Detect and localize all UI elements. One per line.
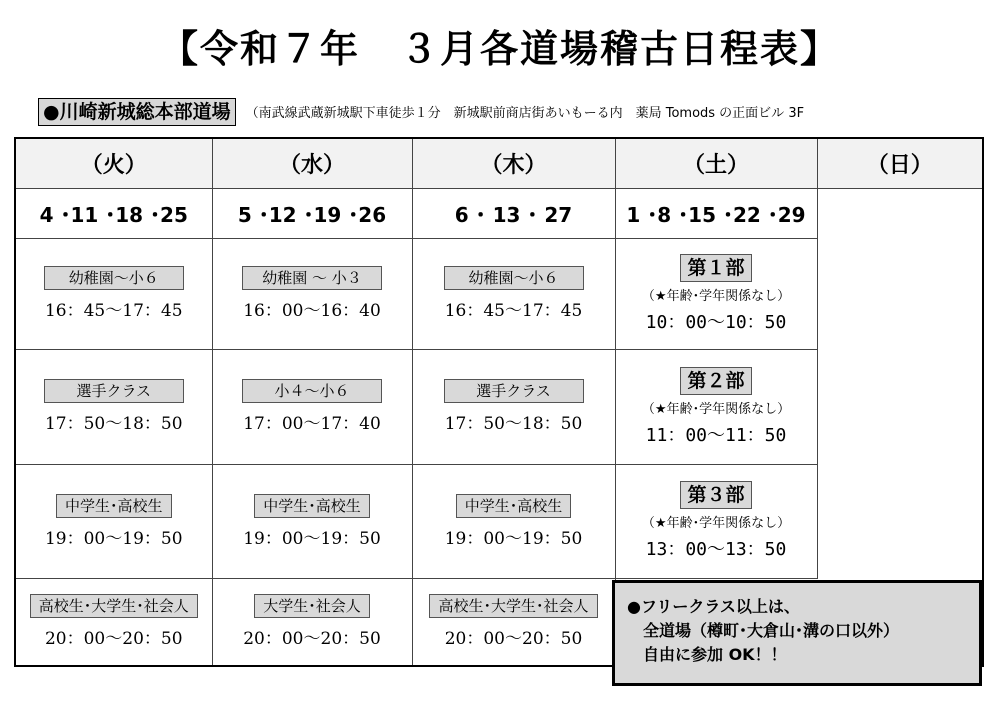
- class-label: 高校生･大学生･社会人: [429, 594, 597, 618]
- class-cell: [412, 238, 615, 349]
- day-header-row: [15, 138, 983, 188]
- part-note: （★年齢･学年関係なし）: [641, 516, 791, 531]
- saturday-part-cell: [615, 238, 817, 349]
- class-cell: [15, 349, 212, 464]
- day-wednesday: （水）: [212, 138, 412, 188]
- notice-line-3: 自由に参加 OK！！: [643, 645, 787, 664]
- class-cell: [15, 578, 212, 666]
- part-label: 第２部: [680, 367, 751, 395]
- class-cell: [15, 238, 212, 349]
- notice-line-1: ●フリークラス以上は、: [627, 597, 800, 616]
- saturday-part-cell: [615, 464, 817, 578]
- dojo-access: （南武線武蔵新城駅下車徒歩１分 新城駅前商店街あいもーる内 薬局 Tomods の正面ビル 3F: [245, 106, 805, 121]
- dojo-name: ●川崎新城総本部道場: [38, 98, 236, 126]
- part-label: 第１部: [680, 254, 751, 282]
- saturday-part-cell: [615, 349, 817, 464]
- class-time: 20：00～20：50: [444, 629, 583, 650]
- class-label: 幼稚園～小６: [444, 266, 584, 290]
- class-time: 17：00～17：40: [243, 414, 381, 434]
- part-time: 13：00～13：50: [645, 539, 787, 560]
- class-label: 選手クラス: [444, 379, 584, 403]
- class-time: 16：00～16：40: [243, 301, 381, 321]
- dates-wednesday: 5 ･12 ･19 ･26: [212, 188, 412, 238]
- class-cell: [212, 238, 412, 349]
- day-sunday: （日）: [817, 138, 983, 188]
- class-cell: [412, 578, 615, 666]
- class-time: 16：45～17：45: [44, 301, 183, 321]
- class-time: 17：50～18：50: [44, 414, 183, 434]
- class-time: 20：00～20：50: [243, 629, 381, 650]
- part-time: 11：00～11：50: [645, 424, 787, 446]
- day-thursday: （木）: [412, 138, 615, 188]
- dates-thursday: 6 ･ 13 ･ 27: [412, 188, 615, 238]
- class-cell: [15, 464, 212, 578]
- class-time: 19：00～19：50: [444, 528, 583, 549]
- class-label: 選手クラス: [44, 379, 184, 403]
- class-label: 中学生･高校生: [254, 494, 370, 518]
- day-saturday: （土）: [615, 138, 817, 188]
- part-time: 10：00～10：50: [645, 311, 787, 333]
- class-label: 小４～小６: [242, 379, 382, 403]
- class-time: 19：00～19：50: [243, 528, 381, 549]
- class-label: 幼稚園 ～ 小３: [242, 266, 382, 290]
- notice-line-2: 全道場（樽町･大倉山･溝の口以外）: [643, 621, 900, 640]
- class-cell: [212, 464, 412, 578]
- dates-tuesday: 4 ･11 ･18 ･25: [15, 188, 212, 238]
- class-time: 20：00～20：50: [44, 629, 183, 650]
- class-label: 高校生･大学生･社会人: [30, 594, 198, 618]
- class-label: 中学生･高校生: [56, 494, 172, 518]
- class-label: 中学生･高校生: [456, 494, 572, 518]
- part-label: 第３部: [680, 481, 751, 509]
- class-label: 大学生･社会人: [254, 594, 370, 618]
- dates-row: [15, 188, 983, 238]
- class-cell: [412, 349, 615, 464]
- part-note: （★年齢･学年関係なし）: [641, 288, 791, 304]
- class-time: 16：45～17：45: [444, 301, 583, 321]
- sunday-column: [817, 188, 983, 578]
- part-note: （★年齢･学年関係なし）: [641, 401, 791, 417]
- class-cell: [212, 578, 412, 666]
- class-label: 幼稚園～小６: [44, 266, 184, 290]
- class-cell: [212, 349, 412, 464]
- dates-saturday: 1 ･8 ･15 ･22 ･29: [615, 188, 817, 238]
- free-class-notice: [612, 580, 982, 686]
- dojo-header: [38, 96, 988, 126]
- class-cell: [412, 464, 615, 578]
- page-title: 【令和７年 ３月各道場稽古日程表】: [159, 27, 840, 71]
- class-time: 19：00～19：50: [44, 528, 183, 549]
- day-tuesday: （火）: [15, 138, 212, 188]
- class-time: 17：50～18：50: [444, 414, 583, 434]
